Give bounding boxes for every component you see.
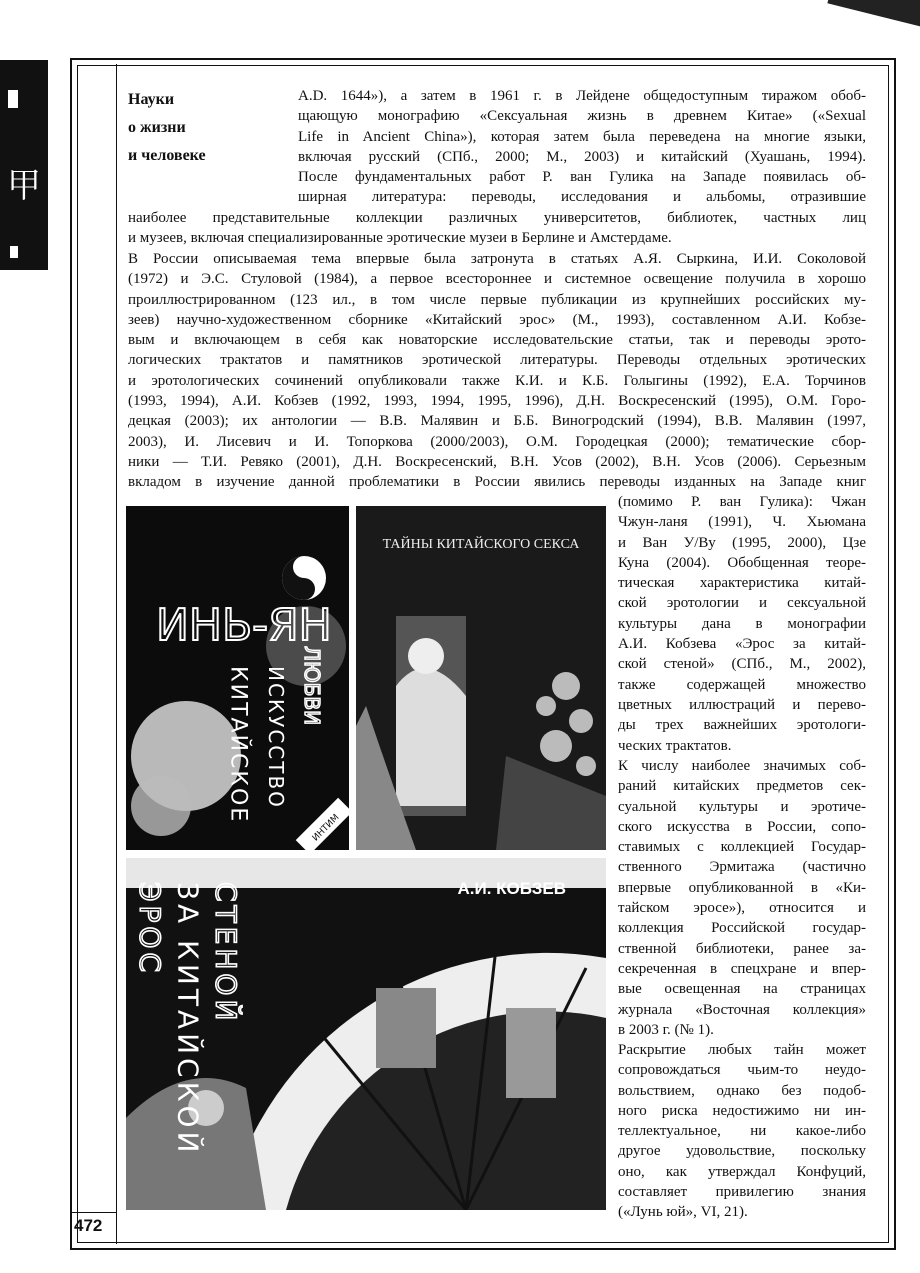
cover-author-text: А.И. КОБЗЕВ [457, 879, 566, 898]
svg-text:СТЕНОЙ: СТЕНОЙ [209, 882, 243, 1025]
text-line: культуры дана в монографии [618, 615, 866, 632]
text-line: также содержащей множество [618, 676, 866, 693]
text-line: проиллюстрированном (123 ил., в том числе первые публикации из крупнейших российских му- [128, 291, 866, 308]
text-line: ческих трактатов. [618, 737, 732, 754]
text-line: децкая (2003); их антологии — В.В. Малявин и Б.Б. Виногродский (1994), В.В. Малявин (1997, [128, 413, 866, 430]
cover-secrets-art [356, 506, 606, 850]
text-line: Чжун-ланя (1991), Ч. Хьюмана [618, 514, 866, 531]
book-cover-chinese-sex-secrets [356, 506, 606, 850]
text-line: ного риска недостижимо ни ин- [618, 1102, 866, 1119]
text-line: вкладом в изучение данной проблематики в России явились переводы изданных на Западе книг [128, 474, 866, 491]
intro-paragraph [298, 86, 866, 208]
page-corner-shadow [827, 0, 920, 40]
text-line: логических трактатов и памятников эротической литературы. Переводы отдельных эротических [128, 352, 866, 369]
book-cover-yin-yang [126, 506, 349, 850]
svg-text:ЭРОС: ЭРОС [133, 882, 167, 977]
text-line: и эротологических сочинений опубликовали также К.И. и К.Б. Голыгины (1992), Е.А. Торчинов [128, 372, 866, 389]
text-line: ской стеной» (СПб., М., 2002), [618, 656, 866, 673]
cover-title-text: ТАЙНЫ КИТАЙСКОГО СЕКСА [382, 537, 580, 552]
jia-glyph-icon: 甲 [7, 166, 41, 206]
rubric-line: Науки [128, 91, 175, 108]
svg-text:ИСКУССТВО: ИСКУССТВО [264, 666, 288, 809]
cover-title-text: ИНЬ-ЯН [156, 600, 332, 651]
text-line: ширная литература: переводы, исследования и альбомы, отразившие [298, 189, 866, 206]
text-line: Раскрытие любых тайн может [618, 1042, 866, 1058]
text-line: суальной культуры и эротиче- [618, 798, 866, 815]
text-line: (1993, 1994), А.И. Кобзев (1992, 1993, 1994, 1995, 1996), Д.Н. Воскресенский (1995), О.М. Горо- [128, 393, 866, 410]
text-line: зеев) научно-художественном сборнике «Китайский эрос» (М., 1993), составленном А.И. Кобзе- [128, 311, 866, 328]
text-line: Life in Ancient China»), которая затем была переведена на многие языки, [298, 128, 866, 145]
text-line: ского искусства в России, сопо- [618, 818, 866, 835]
text-line: вым и включающем в себя как новаторские исследовательские статьи, так и переводы эрото- [128, 332, 866, 349]
tab-mark [10, 246, 18, 258]
text-line: включая русский (СПб., 2000; М., 2003) и китайский (Хуашань, 1994). [298, 148, 866, 165]
text-line: журнала «Восточная коллекция» [618, 1001, 866, 1018]
section-tab [0, 60, 48, 270]
text-line: А.И. Кобзева «Эрос за китай- [618, 636, 866, 653]
paragraph-continuation [128, 208, 866, 249]
text-line: вольствием, однако без подоб- [618, 1082, 866, 1099]
text-line: тическая характеристика китай- [618, 575, 866, 592]
svg-text:ИНТИМ: ИНТИМ [310, 812, 342, 844]
text-line: ставимых с коллекцией Государ- [618, 839, 866, 856]
cover-eros-art [126, 858, 606, 1210]
book-cover-eros-behind-wall [126, 858, 606, 1210]
text-line: наиболее представительные коллекции различных университетов, библиотек, частных лиц [128, 210, 866, 226]
text-line: К числу наиболее значимых соб- [618, 758, 866, 774]
text-line: После фундаментальных работ Р. ван Гулика на Западе появилась об- [298, 169, 866, 186]
text-line: (помимо Р. ван Гулика): Чжан [618, 494, 866, 510]
svg-text:ЗА КИТАЙСКОЙ: ЗА КИТАЙСКОЙ [171, 882, 205, 1157]
text-line: ники — Т.И. Ревяко (2001), Д.Н. Воскресенский, В.Н. Усов (2002), В.Н. Усов (2006). Серьезным [128, 453, 866, 470]
text-line: ственной библиотеки, ранее за- [618, 940, 866, 957]
text-line: сопровождаться чьим-то неудо- [618, 1062, 866, 1079]
paragraph-translations [618, 492, 866, 756]
page-number: 472 [74, 1216, 103, 1235]
text-line: ской эротологии и сексуальной [618, 595, 866, 612]
text-line: вые освещенная на страницах [618, 981, 866, 998]
rubric-line: о жизни [128, 119, 186, 136]
text-line: тайском эросе»), относится и [618, 900, 866, 917]
paragraph-collections [618, 756, 866, 1040]
section-rubric [128, 86, 206, 170]
text-line: ды трех важнейших эротологи- [618, 717, 866, 734]
text-line: в 2003 г. (№ 1). [618, 1021, 714, 1038]
paragraph-conclusion [618, 1040, 866, 1223]
text-line: секреченная в спецхране и впер- [618, 960, 866, 977]
svg-text:КИТАЙСКОЕ: КИТАЙСКОЕ [225, 666, 251, 824]
text-line: и музеев, включая специализированные эротические музеи в Берлине и Амстердаме. [128, 230, 672, 247]
text-line: коллекция Российской государ- [618, 920, 866, 937]
text-line: щающую монографию «Сексуальная жизнь в древнем Китае» («Sexual [298, 108, 866, 125]
text-line: В России описываемая тема впервые была затронута в статьях А.Я. Сыркина, И.И. Соколовой [128, 251, 866, 267]
paragraph-russia [128, 249, 866, 493]
text-line: оно, как утверждал Конфуций, [618, 1163, 866, 1180]
text-line: («Лунь юй», VI, 21). [618, 1204, 748, 1221]
text-line: Куна (2004). Обобщенная теоре- [618, 554, 866, 571]
text-line: ственного Эрмитажа (частично [618, 859, 866, 876]
text-line: (1972) и Э.С. Стуловой (1984), а первое всестороннее и системное освещение получила в хорошо [128, 271, 866, 288]
text-line: и Ван У/Ву (1995, 2000), Цзе [618, 534, 866, 551]
text-line: теллектуальное, ни какое-либо [618, 1123, 866, 1140]
text-line: раний китайских предметов сек- [618, 778, 866, 795]
tab-mark [8, 90, 18, 108]
text-line: 2003), И. Лисевич и И. Топоркова (2000/2003), О.М. Городецкая (2000); тематические сбор- [128, 433, 866, 450]
text-line: цветных иллюстраций и перево- [618, 696, 866, 713]
svg-text:ЛЮБВИ: ЛЮБВИ [300, 646, 324, 726]
cover-yin-yang-art [126, 506, 349, 850]
text-line: другое удовольствие, поскольку [618, 1143, 866, 1160]
margin-rule [116, 64, 117, 1244]
text-line: составляет привилегию знания [618, 1184, 866, 1201]
rubric-line: и человеке [128, 147, 206, 164]
text-line: впервые опубликованной в «Ки- [618, 879, 866, 896]
text-line: A.D. 1644»), а затем в 1961 г. в Лейдене общедоступным тиражом обоб- [298, 88, 866, 104]
